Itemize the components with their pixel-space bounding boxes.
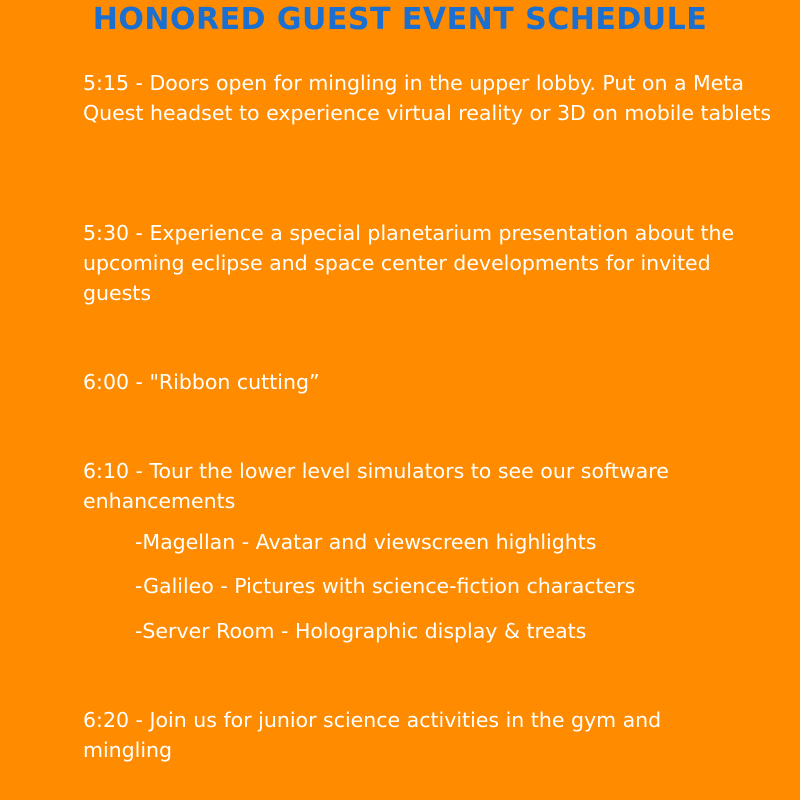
schedule-item-515: 5:15 - Doors open for mingling in the upper lobby. Put on a Meta Quest headset to experience virtual reality or 3D on mobile tablets — [83, 71, 772, 125]
schedule-item-610: 6:10 - Tour the lower level simulators to see our software enhancements — [83, 459, 669, 513]
simulator-item-server-room: -Server Room - Holographic display & treats — [135, 619, 587, 643]
schedule-item-620: 6:20 - Join us for junior science activities in the gym and mingling — [83, 708, 662, 762]
schedule-item-600: 6:00 - "Ribbon cutting” — [83, 370, 320, 394]
schedule-item-530: 5:30 - Experience a special planetarium presentation about the upcoming eclipse and space center developments for invited guests — [83, 221, 735, 305]
page-title: HONORED GUEST EVENT SCHEDULE — [92, 2, 708, 37]
simulator-item-galileo: -Galileo - Pictures with science-fiction characters — [135, 574, 636, 598]
simulator-item-magellan: -Magellan - Avatar and viewscreen highlights — [135, 530, 597, 554]
